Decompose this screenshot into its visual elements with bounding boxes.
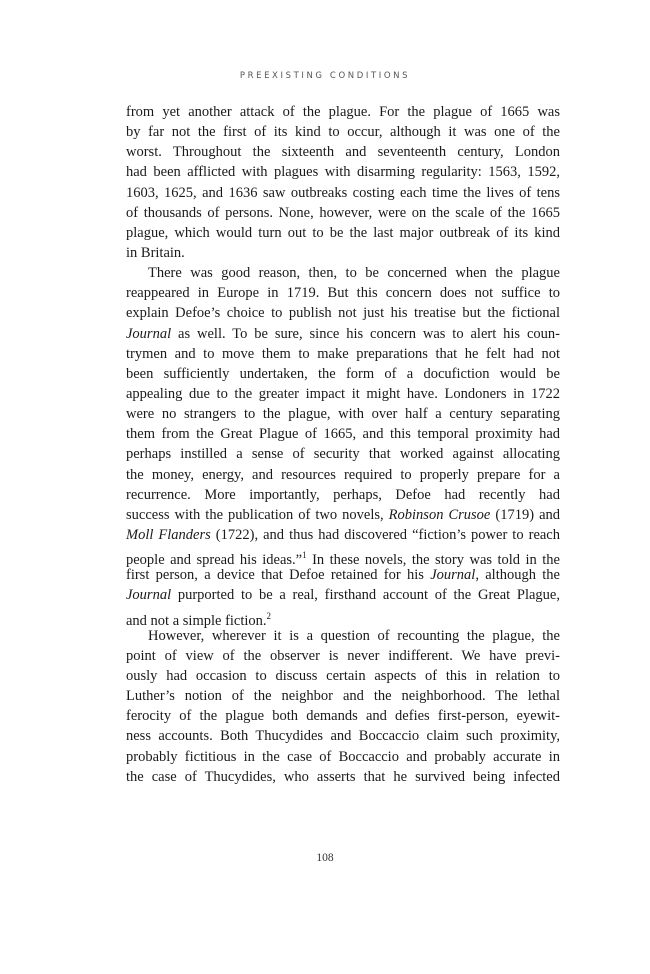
text-line: Luther’s notion of the neighbor and the neighborhood. The lethal: [126, 688, 560, 705]
text-run: success with the publication of two novels,: [126, 506, 389, 523]
text-line: [126, 565, 560, 585]
text-line: had been afflicted with plagues with disarming regularity: 1563, 1592,: [126, 164, 560, 181]
text-run: people and spread his ideas.”: [126, 551, 303, 568]
italic-title: Journal: [126, 325, 172, 342]
text-run: , although the: [475, 567, 560, 584]
text-line: in Britain.: [126, 244, 185, 261]
italic-title: Journal: [126, 587, 172, 604]
text-line: from yet another attack of the plague. For the plague of 1665 was: [126, 104, 560, 120]
text-line: [126, 606, 560, 629]
italic-title: Moll Flanders: [126, 526, 211, 543]
text-line: ously had occasion to discuss certain aspects of this in relation to: [126, 667, 560, 684]
text-run: (1719) and: [490, 506, 561, 523]
text-line: appealing due to the greater impact it might have. Londoners in 1722: [126, 385, 560, 402]
text-line: ferocity of the plague both demands and defies first-person, eyewit-: [126, 708, 560, 725]
text-line: 1603, 1625, and 1636 saw outbreaks costing each time the lives of tens: [126, 184, 560, 201]
italic-title: Journal: [430, 567, 476, 584]
footnote-ref: 2: [266, 610, 272, 621]
text-run: as well. To be sure, since his concern was to alert his coun-: [171, 325, 560, 342]
text-line: been sufficiently undertaken, the form of a docufiction would be: [126, 365, 560, 382]
text-line: [126, 324, 560, 344]
text-line: plague, which would turn out to be the last major outbreak of its kind: [126, 224, 560, 241]
text-line: worst. Throughout the sixteenth and seventeenth century, London: [126, 144, 560, 161]
text-line: them from the Great Plague of 1665, and this temporal proximity had: [126, 426, 560, 443]
text-run: and not a simple fiction.: [126, 612, 267, 629]
text-line: the case of Thucydides, who asserts that he survived being infected: [126, 768, 560, 785]
text-line: point of view of the observer is never indifferent. We have previ-: [126, 647, 560, 664]
text-line: [126, 545, 560, 568]
italic-title: Robinson Crusoe: [388, 506, 491, 523]
text-line: were no strangers to the plague, with over half a century separating: [126, 406, 560, 423]
text-line: explain Defoe’s choice to publish not just his treatise but the fictional: [126, 305, 560, 322]
text-line: recurrence. More importantly, perhaps, Defoe had recently had: [126, 486, 560, 503]
text-run: purported to be a real, firsthand account of the Great Plague,: [171, 587, 560, 604]
text-line: [126, 505, 560, 525]
text-run: (1722), and thus had discovered “fiction’s power to reach: [210, 526, 560, 543]
footnote-ref: 1: [302, 550, 307, 561]
text-line: There was good reason, then, to be concerned when the plague: [148, 265, 560, 282]
text-line: However, wherever it is a question of recounting the plague, the: [148, 627, 560, 644]
text-line: ness accounts. Both Thucydides and Boccaccio claim such proximity,: [126, 728, 560, 745]
running-head: PREEXISTING CONDITIONS: [239, 71, 411, 81]
text-line: by far not the first of its kind to occur, although it was one of the: [126, 124, 560, 141]
text-line: reappeared in Europe in 1719. But this concern does not suffice to: [126, 285, 560, 302]
text-line: probably fictitious in the case of Boccaccio and probably accurate in: [126, 748, 560, 765]
page-number: 108: [316, 852, 334, 864]
text-line: the money, energy, and resources required to properly prepare for a: [126, 466, 560, 483]
text-run: first person, a device that Defoe retained for his: [126, 567, 431, 584]
text-line: trymen and to move them to make preparations that he felt had not: [126, 345, 560, 362]
body-text: [126, 102, 560, 787]
text-line: perhaps instilled a sense of security that worked against allocating: [126, 446, 560, 463]
text-line: of thousands of persons. None, however, were on the scale of the 1665: [126, 204, 560, 221]
text-line: [126, 585, 560, 605]
text-line: [126, 525, 560, 545]
text-run: In these novels, the story was told in the: [306, 551, 560, 568]
